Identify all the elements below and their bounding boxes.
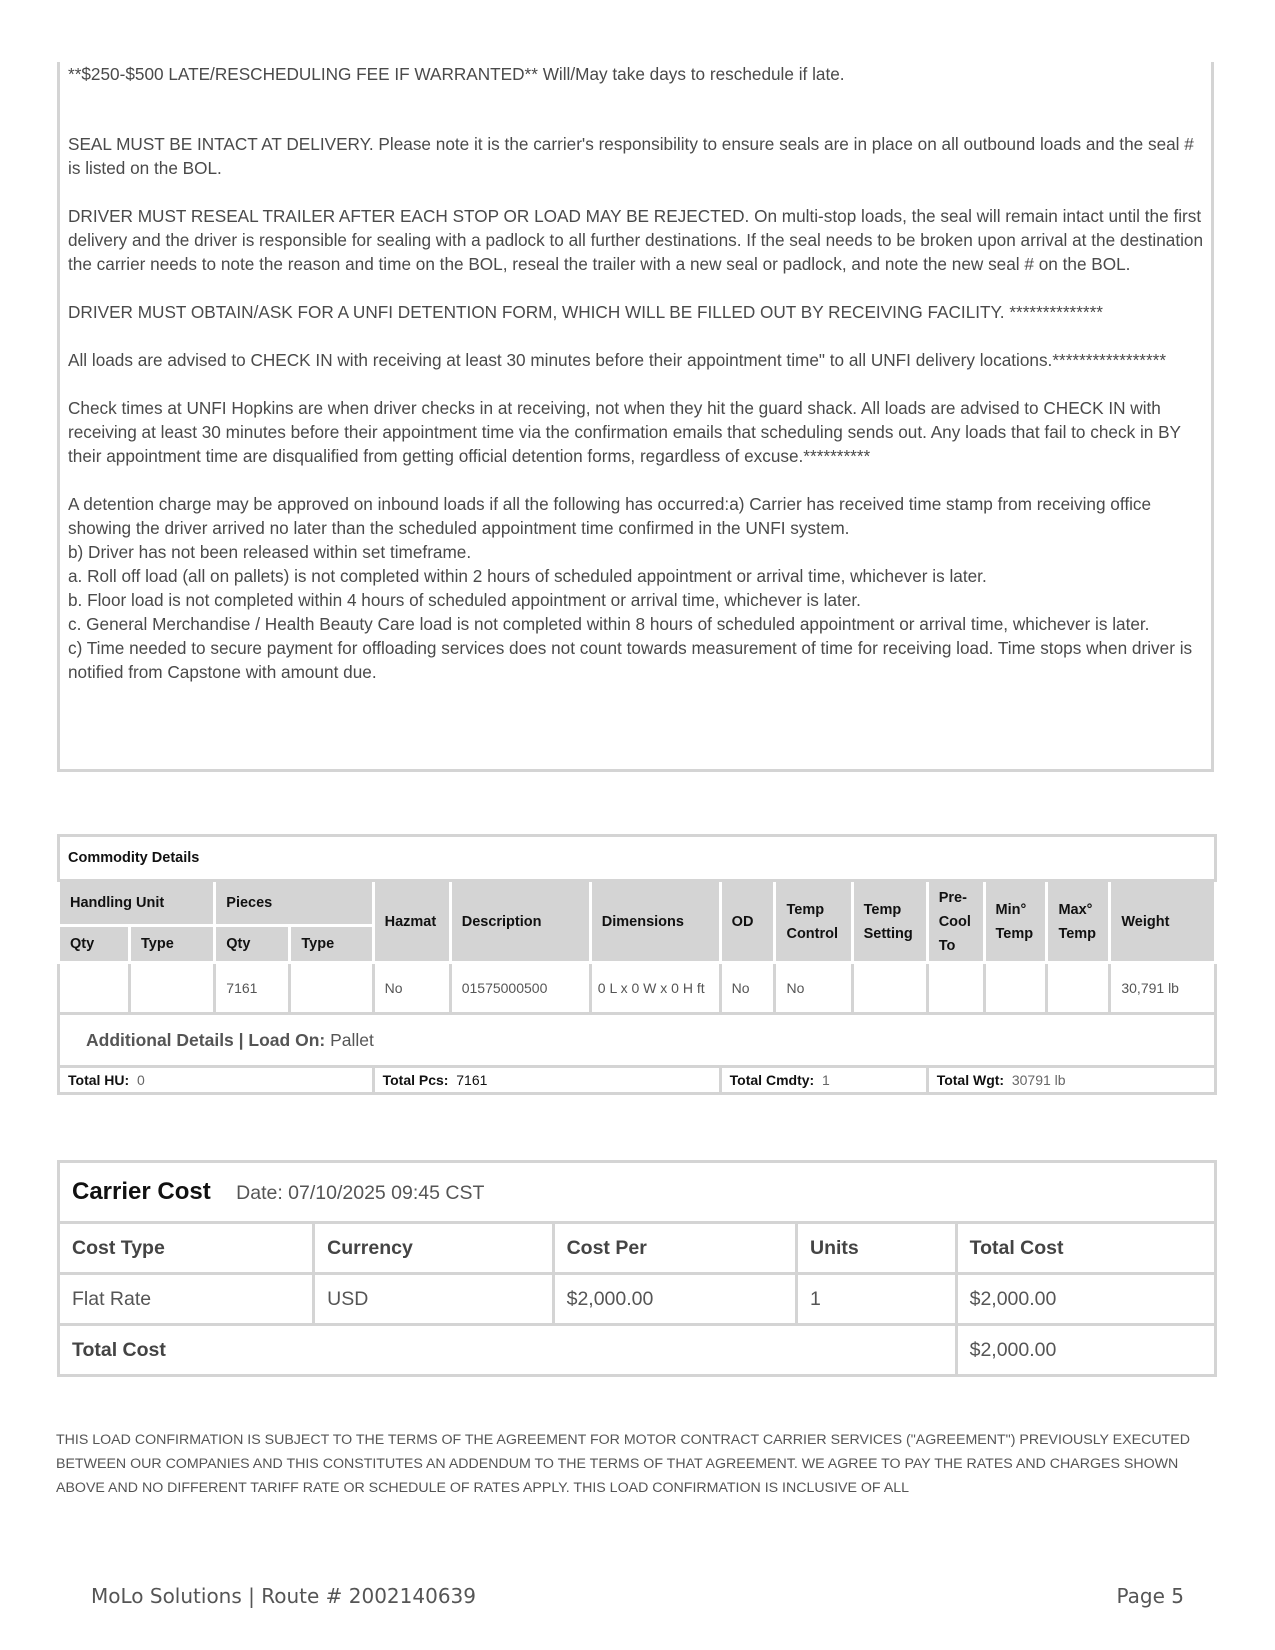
- detention-form-note: DRIVER MUST OBTAIN/ASK FOR A UNFI DETENTION FORM, WHICH WILL BE FILLED OUT BY RECEIVING FACILITY. **************: [68, 302, 1103, 322]
- check-in-note: All loads are advised to CHECK IN with receiving at least 30 minutes before their appointment time" to all UNFI delivery locations.*****************: [68, 350, 1167, 370]
- detention-condition-gm-hbc: c. General Merchandise / Health Beauty Care load is not completed within 8 hours of scheduled appointment or arrival time, whichever is later.: [68, 614, 1150, 634]
- terms-text: THIS LOAD CONFIRMATION IS SUBJECT TO THE TERMS OF THE AGREEMENT FOR MOTOR CONTRACT CARRIER SERVICES ("AGREEMENT") PREVIOUSLY EXECUTED BETWEEN OUR COMPANIES AND THIS CONSTITUTES AN ADDENDUM TO THE TERMS OF THAT AGREEMENT. WE AGREE TO PAY THE RATES AND CHARGES SHOWN ABOVE AND NO DIFFERENT TARIFF RATE OR SCHEDULE OF RATES APPLY. THIS LOAD CONFIRMATION IS INCLUSIVE OF ALL: [56, 1432, 1190, 1496]
- description-cell: 01575000500: [450, 963, 590, 1014]
- late-fee-note: **$250-$500 LATE/RESCHEDULING FEE IF WARRANTED** Will/May take days to reschedule if late.: [68, 64, 845, 84]
- hu-qty-header: Qty: [59, 926, 130, 963]
- units-header: Units: [797, 1223, 957, 1274]
- cost-type-header: Cost Type: [59, 1223, 314, 1274]
- temp-control-cell: No: [775, 963, 852, 1014]
- total-cmdty-value: 1: [821, 1072, 830, 1088]
- pieces-header: Pieces: [215, 881, 373, 926]
- pcs-type-cell: [290, 963, 373, 1014]
- total-pcs-value: 7161: [456, 1072, 488, 1088]
- additional-details-label: Additional Details | Load On:: [86, 1029, 326, 1050]
- carrier-cost-date: Date: 07/10/2025 09:45 CST: [236, 1182, 485, 1204]
- pre-cool-header: Pre-Cool To: [927, 881, 984, 963]
- hu-type-cell: [130, 963, 215, 1014]
- min-temp-header: Min° Temp: [984, 881, 1047, 963]
- carrier-cost-table: [57, 1160, 1217, 1377]
- cost-header-row: [59, 1223, 1216, 1274]
- commodity-details-table: [57, 834, 1217, 1095]
- cost-per-cell: $2,000.00: [553, 1274, 796, 1325]
- total-wgt-value: 30791 lb: [1011, 1072, 1066, 1088]
- commodity-row: [59, 963, 1216, 1014]
- reseal-trailer-note: DRIVER MUST RESEAL TRAILER AFTER EACH STOP OR LOAD MAY BE REJECTED. On multi-stop loads, the seal will remain intact until the first delivery and the driver is responsible for sealing with a padlock to all further destinations. If the seal needs to be broken upon arrival at the destination the carrier needs to note the reason and time on the BOL, reseal the trailer with a new seal or padlock, and note the new seal # on the BOL.: [68, 206, 1204, 274]
- total-cmdty-label: Total Cmdty:: [729, 1072, 815, 1088]
- total-cost-label: Total Cost: [59, 1325, 957, 1376]
- pcs-qty-cell: 7161: [215, 963, 290, 1014]
- hazmat-header: Hazmat: [373, 881, 450, 963]
- pcs-type-header: Type: [290, 926, 373, 963]
- pcs-qty-header: Qty: [215, 926, 290, 963]
- total-wgt-label: Total Wgt:: [936, 1072, 1005, 1088]
- min-temp-cell: [984, 963, 1047, 1014]
- temp-control-header: Temp Control: [775, 881, 852, 963]
- footer-route: MoLo Solutions | Route # 2002140639: [91, 1584, 476, 1608]
- dimensions-header: Dimensions: [590, 881, 720, 963]
- totals-row: [59, 1067, 1216, 1094]
- units-cell: 1: [797, 1274, 957, 1325]
- seal-intact-note: SEAL MUST BE INTACT AT DELIVERY. Please note it is the carrier's responsibility to ensure seals are in place on all outbound loads and the seal # is listed on the BOL.: [68, 134, 1194, 178]
- cost-row: [59, 1274, 1216, 1325]
- additional-details: [59, 1014, 1216, 1067]
- total-pcs-label: Total Pcs:: [382, 1072, 449, 1088]
- od-header: OD: [720, 881, 775, 963]
- carrier-cost-header: [59, 1162, 1216, 1223]
- total-hu-value: 0: [136, 1072, 145, 1088]
- special-instructions-box: [57, 62, 1214, 772]
- commodity-details-title: Commodity Details: [59, 836, 1216, 881]
- check-times-note: Check times at UNFI Hopkins are when driver checks in at receiving, not when they hit the guard shack. All loads are advised to CHECK IN with receiving at least 30 minutes before their appointment time via the confirmation emails that scheduling sends out. Any loads that fail to check in BY their appointment time are disqualified from getting official detention forms, regardless of excuse.**********: [68, 398, 1181, 466]
- detention-condition-b: b) Driver has not been released within set timeframe.: [68, 542, 472, 562]
- total-cost-header: Total Cost: [956, 1223, 1215, 1274]
- max-temp-cell: [1047, 963, 1110, 1014]
- hu-qty-cell: [59, 963, 130, 1014]
- od-cell: No: [720, 963, 775, 1014]
- hu-type-header: Type: [130, 926, 215, 963]
- description-header: Description: [450, 881, 590, 963]
- currency-cell: USD: [314, 1274, 553, 1325]
- handling-unit-header: Handling Unit: [59, 881, 215, 926]
- pre-cool-cell: [927, 963, 984, 1014]
- max-temp-header: Max° Temp: [1047, 881, 1110, 963]
- weight-header: Weight: [1110, 881, 1216, 963]
- detention-charge-note: A detention charge may be approved on inbound loads if all the following has occurred:a) Carrier has received time stamp from receiving office showing the driver arrived no later than the scheduled appointment time confirmed in the UNFI system.: [68, 494, 1152, 538]
- cost-type-cell: Flat Rate: [59, 1274, 314, 1325]
- total-cost-value: $2,000.00: [956, 1325, 1215, 1376]
- temp-setting-header: Temp Setting: [852, 881, 927, 963]
- total-hu-label: Total HU:: [68, 1072, 130, 1088]
- footer-page-number: Page 5: [1116, 1584, 1184, 1608]
- currency-header: Currency: [314, 1223, 553, 1274]
- detention-condition-roll-off: a. Roll off load (all on pallets) is not completed within 2 hours of scheduled appointment or arrival time, whichever is later.: [68, 566, 987, 586]
- temp-setting-cell: [852, 963, 927, 1014]
- total-cost-cell: $2,000.00: [956, 1274, 1215, 1325]
- dimensions-cell: 0 L x 0 W x 0 H ft: [590, 963, 720, 1014]
- detention-condition-payment: c) Time needed to secure payment for offloading services does not count towards measurement of time for receiving load. Time stops when driver is notified from Capstone with amount due.: [68, 638, 1193, 682]
- cost-per-header: Cost Per: [553, 1223, 796, 1274]
- cost-total-row: [59, 1325, 1216, 1376]
- weight-cell: 30,791 lb: [1110, 963, 1216, 1014]
- hazmat-cell: No: [373, 963, 450, 1014]
- carrier-cost-title: Carrier Cost: [72, 1178, 211, 1205]
- load-on-value: Pallet: [330, 1029, 374, 1050]
- detention-condition-floor: b. Floor load is not completed within 4 hours of scheduled appointment or arrival time, whichever is later.: [68, 590, 861, 610]
